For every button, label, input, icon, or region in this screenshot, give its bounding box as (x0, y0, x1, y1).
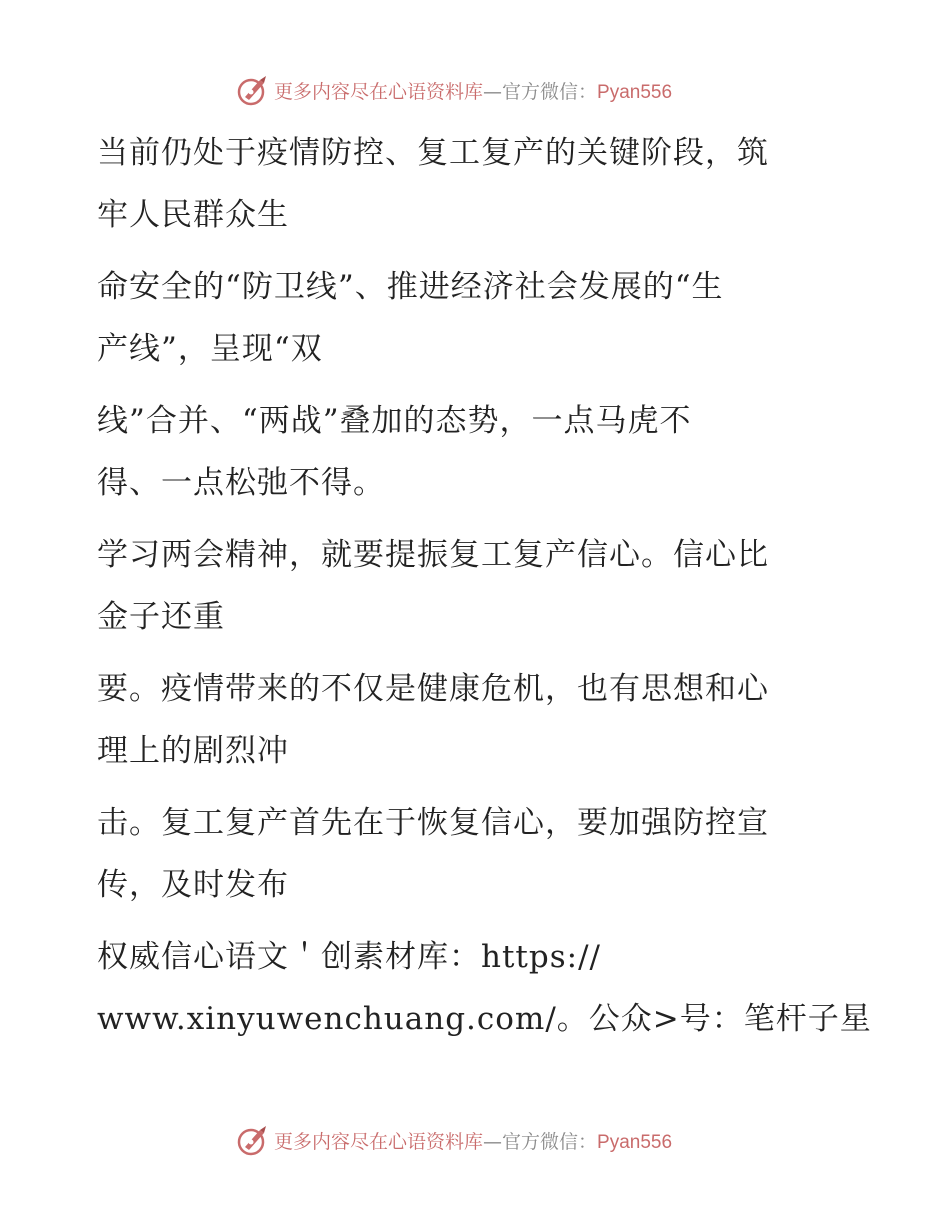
footer-banner-text (274, 1127, 672, 1154)
body-line: 权威信心语文＇创素材库：https:// (97, 939, 601, 975)
body-line: 金子还重 (97, 599, 225, 635)
body-line: 命安全的“防卫线”、推进经济社会发展的“生 (97, 269, 724, 305)
header-banner-wechat: 官方微信： (502, 80, 598, 103)
body-line: 当前仍处于疫情防控、复工复产的关键阶段，筑 (97, 135, 769, 171)
body-line: 学习两会精神，就要提振复工复产信心。信心比 (97, 537, 769, 573)
body-line: www.xinyuwenchuang.com/。公众>号：笔杆子星 (97, 1001, 872, 1037)
header-banner-handle: Pyan556 (597, 81, 673, 103)
body-line: 要。疫情带来的不仅是健康危机，也有思想和心 (97, 671, 769, 707)
body-line: 牢人民群众生 (97, 197, 289, 233)
header-banner-main: 更多内容尽在心语资料库 (274, 80, 484, 103)
body-line: 理上的剧烈冲 (97, 733, 289, 769)
footer-banner-main: 更多内容尽在心语资料库 (274, 1130, 484, 1153)
body-line: 产线”，呈现“双 (97, 331, 323, 367)
header-banner (236, 70, 716, 110)
header-banner-dash: — (483, 80, 503, 103)
body-line: 传，及时发布 (97, 867, 289, 903)
document-body (97, 122, 872, 1050)
footer-banner-wechat: 官方微信： (502, 1130, 598, 1153)
footer-banner (236, 1120, 716, 1160)
header-banner-text (274, 77, 672, 104)
body-line: 得、一点松弛不得。 (97, 465, 385, 501)
footer-banner-dash: — (483, 1130, 503, 1153)
pen-logo-icon (236, 1123, 270, 1157)
footer-banner-handle: Pyan556 (597, 1131, 673, 1153)
pen-logo-icon (236, 73, 270, 107)
body-line: 击。复工复产首先在于恢复信心，要加强防控宣 (97, 805, 769, 841)
body-line: 线”合并、“两战”叠加的态势，一点马虎不 (97, 403, 692, 439)
